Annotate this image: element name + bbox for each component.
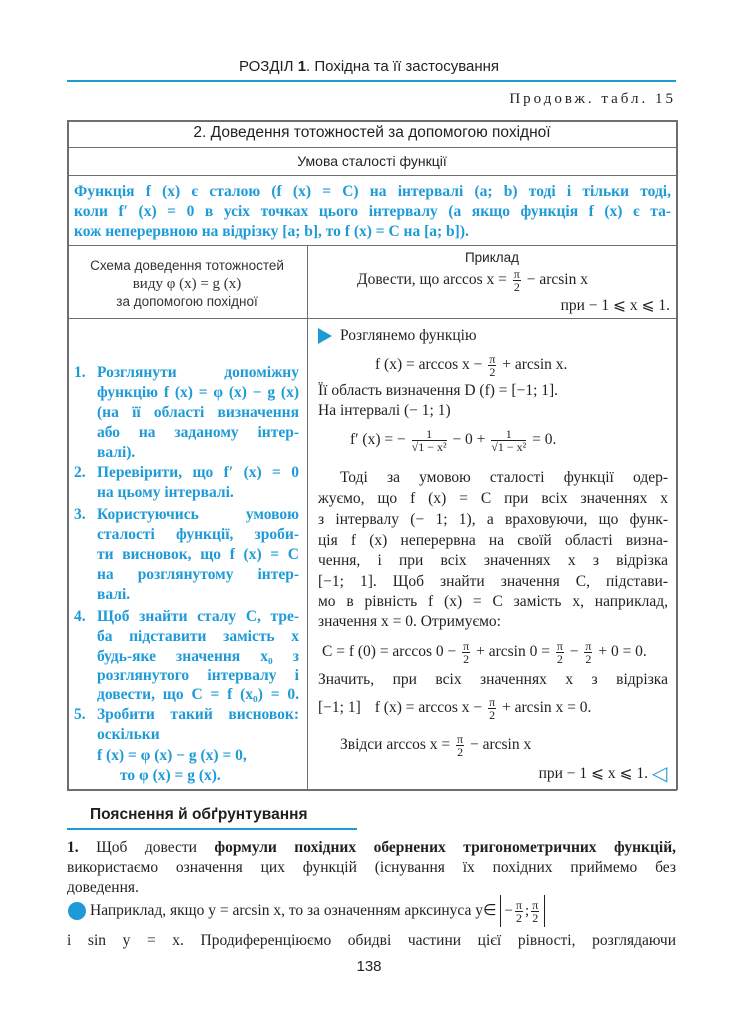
header-line: за допомогою похідної bbox=[116, 294, 258, 309]
section-label: РОЗДІЛ bbox=[238, 58, 294, 75]
example-line: з інтервалу (− 1; 1), а враховуючи, що функ- bbox=[318, 511, 668, 528]
paragraph-line: доведення. bbox=[67, 879, 139, 896]
example-line: Розглянемо функцію bbox=[340, 327, 477, 344]
numerator: π bbox=[457, 731, 464, 746]
example-line: при − 1 ⩽ x ⩽ 1. bbox=[538, 765, 648, 782]
denominator: 2 bbox=[556, 651, 563, 666]
example-line: [−1; 1] bbox=[318, 699, 361, 716]
step-number: 4. bbox=[74, 608, 86, 625]
example-line: чення, і при всіх значеннях x з відрізка bbox=[318, 552, 668, 569]
fraction bbox=[531, 899, 539, 924]
example-line: значення x = 0. Отримуємо: bbox=[318, 613, 501, 630]
step-line: Щоб знайти сталу C, тре- bbox=[97, 608, 299, 625]
minus-sign: − bbox=[504, 903, 513, 919]
bold-text: формули похідних обернених тригонометричних функцій, bbox=[214, 839, 677, 856]
step-line: валі). bbox=[97, 444, 136, 461]
table-border bbox=[676, 120, 678, 790]
formula-text: f (x) = arccos x − bbox=[375, 356, 483, 373]
numerator: 1 bbox=[491, 428, 526, 441]
denominator: 2 bbox=[513, 279, 520, 294]
table-border bbox=[67, 789, 677, 791]
formula-text: f′ (x) = − bbox=[350, 431, 406, 448]
example-line: жуємо, що f (x) = C при всіх значеннях x bbox=[318, 490, 668, 507]
numerator: π bbox=[489, 694, 496, 709]
numerator: π bbox=[489, 351, 496, 366]
example-line: [−1; 1]. Щоб знайти значення C, підстави- bbox=[318, 573, 668, 590]
formula-text: f (x) = arccos x − bbox=[374, 699, 483, 716]
section-title: . Похідна та її застосування bbox=[306, 58, 500, 75]
header-line: Схема доведення тотожностей bbox=[90, 258, 284, 273]
denominator: 2 bbox=[463, 651, 470, 666]
formula-text: − 0 + bbox=[452, 431, 486, 448]
theorem-line: коли f′ (x) = 0 в усіх точках цього інтервалу (а якщо функція f (x) є та- bbox=[74, 203, 671, 220]
header-line: виду φ (x) = g (x) bbox=[132, 276, 242, 292]
example-line: ція f (x) неперервна на своїй області визна- bbox=[318, 532, 668, 549]
fraction bbox=[488, 353, 496, 378]
denominator: 2 bbox=[515, 910, 522, 925]
page-number: 138 bbox=[356, 958, 382, 975]
separator: ; bbox=[525, 903, 530, 919]
table-border bbox=[67, 245, 677, 246]
paragraph-line: і sin y = x. Продиференціюємо обидві частини цієї рівності, розглядаючи bbox=[67, 932, 676, 949]
table-continuation: Продовж. табл. 15 bbox=[509, 91, 676, 107]
step-line: Користуючись умовою bbox=[97, 506, 299, 523]
table-border bbox=[67, 147, 677, 148]
end-triangle-icon: ◁ bbox=[652, 763, 668, 785]
paragraph-text: Щоб довести bbox=[96, 839, 197, 856]
left-column-header bbox=[67, 257, 307, 311]
fraction bbox=[513, 268, 521, 293]
table-title: 2. Доведення тотожностей за допомогою похідної bbox=[193, 124, 551, 141]
task-condition: при − 1 ⩽ x ⩽ 1. bbox=[560, 297, 670, 314]
section-number: 1 bbox=[297, 58, 307, 75]
fraction bbox=[456, 733, 464, 758]
result-formula bbox=[375, 694, 592, 722]
fraction bbox=[584, 640, 592, 665]
denominator: √1 − x² bbox=[411, 439, 447, 454]
step-line: будь-яке значення x₀ з bbox=[97, 648, 299, 665]
step-line: ба підставити замість x bbox=[97, 628, 299, 645]
step-line: функцію f (x) = φ (x) − g (x) bbox=[97, 384, 299, 401]
paragraph-line bbox=[90, 894, 676, 928]
fraction bbox=[488, 696, 496, 721]
fraction bbox=[412, 428, 447, 453]
step-line: довести, що C = f (x₀) = 0. bbox=[97, 686, 299, 703]
numerator: π bbox=[515, 897, 523, 912]
step-number: 1. bbox=[74, 364, 86, 381]
step-line: на цьому інтервалі. bbox=[97, 484, 234, 501]
numerator: π bbox=[513, 266, 520, 281]
table-border bbox=[67, 120, 69, 790]
step-line: оскільки bbox=[97, 726, 160, 743]
step-number: 2. bbox=[74, 464, 86, 481]
denominator: 2 bbox=[532, 910, 539, 925]
numerator: 1 bbox=[412, 428, 447, 441]
step-line: розглянутого інтервалу і bbox=[97, 667, 299, 684]
denominator: 2 bbox=[489, 364, 496, 379]
step-line: або на заданому інтер- bbox=[97, 424, 299, 441]
step-line: Перевірити, що f′ (x) = 0 bbox=[97, 464, 299, 481]
example-line: Тоді за умовою сталості функції одер- bbox=[340, 469, 668, 486]
derivative-formula bbox=[350, 426, 556, 454]
formula-text: − bbox=[569, 643, 579, 660]
section-heading: Пояснення й обґрунтування bbox=[90, 806, 308, 823]
theorem-line: кож неперервною на відрізку [a; b], то f (x) = C на [a; b]). bbox=[74, 223, 469, 240]
step-line: Розглянути допоміжну bbox=[97, 364, 299, 381]
example-task bbox=[357, 266, 588, 294]
fraction bbox=[515, 899, 523, 924]
formula-text: = 0. bbox=[532, 431, 557, 448]
formula-text: + 0 = 0. bbox=[598, 643, 647, 660]
denominator: 2 bbox=[489, 707, 496, 722]
numerator: π bbox=[532, 897, 539, 912]
example-label: Приклад bbox=[464, 250, 520, 265]
denominator: 2 bbox=[457, 744, 464, 759]
formula-text: − arcsin x bbox=[469, 736, 532, 753]
constant-formula bbox=[322, 638, 672, 666]
table-border bbox=[307, 245, 308, 790]
numerator: π bbox=[556, 638, 563, 653]
table-border bbox=[67, 175, 677, 176]
interval-bracket bbox=[500, 895, 545, 927]
play-triangle-icon bbox=[318, 328, 332, 344]
step-line: Зробити такий висновок: bbox=[97, 706, 299, 723]
task-text: − arcsin x bbox=[526, 271, 588, 288]
fraction bbox=[462, 640, 470, 665]
heading-underline bbox=[67, 828, 357, 830]
table-subtitle: Умова сталості функції bbox=[297, 153, 447, 169]
table-border bbox=[67, 120, 677, 122]
step-line: то φ (x) = g (x). bbox=[120, 767, 221, 784]
paragraph-line: використаємо означення цих функцій (існування їх похідних приймемо без bbox=[67, 859, 676, 876]
step-line: (на її області визначення bbox=[97, 404, 299, 421]
formula-text: + arcsin x = 0. bbox=[502, 699, 592, 716]
formula-text: C = f (0) = arccos 0 − bbox=[322, 643, 457, 660]
numerator: π bbox=[585, 638, 592, 653]
paragraph-line bbox=[67, 838, 676, 858]
result-line bbox=[318, 694, 591, 722]
task-text: Довести, що arccos x = bbox=[357, 271, 507, 288]
table-border bbox=[67, 318, 677, 319]
step-line: на розглянутому інтер- bbox=[97, 566, 299, 583]
example-formula bbox=[375, 351, 567, 379]
step-line: сталості функції, зроби- bbox=[97, 526, 299, 543]
example-line: Її область визначення D (f) = [−1; 1]. bbox=[318, 382, 559, 399]
step-number: 3. bbox=[74, 506, 86, 523]
formula-text: + arcsin x. bbox=[502, 356, 568, 373]
paragraph-text: Наприклад, якщо y = arcsin x, то за означенням арксинуса y∈ bbox=[90, 902, 497, 919]
step-number: 5. bbox=[74, 706, 86, 723]
example-line: Значить, при всіх значеннях x з відрізка bbox=[318, 671, 668, 688]
paragraph-number: 1. bbox=[67, 839, 79, 856]
example-line: мо в рівність f (x) = C замість x, наприклад, bbox=[318, 593, 668, 610]
example-line: На інтервалі (− 1; 1) bbox=[318, 402, 451, 419]
step-line: валі. bbox=[97, 586, 131, 603]
denominator: 2 bbox=[585, 651, 592, 666]
denominator: √1 − x² bbox=[491, 439, 527, 454]
formula-text: + arcsin 0 = bbox=[476, 643, 550, 660]
fraction bbox=[556, 640, 564, 665]
section-header bbox=[0, 58, 738, 75]
formula-text: Звідси arccos x = bbox=[340, 736, 451, 753]
header-rule bbox=[67, 80, 676, 82]
hence-formula bbox=[340, 731, 531, 759]
step-line: f (x) = φ (x) − g (x) = 0, bbox=[97, 747, 247, 764]
step-line: ти висновок, що f (x) = C bbox=[97, 546, 299, 563]
numerator: π bbox=[463, 638, 470, 653]
theorem-line: Функція f (x) є сталою (f (x) = C) на інтервалі (a; b) тоді і тільки тоді, bbox=[74, 183, 671, 200]
bullet-circle-icon bbox=[68, 902, 86, 920]
fraction bbox=[491, 428, 526, 453]
